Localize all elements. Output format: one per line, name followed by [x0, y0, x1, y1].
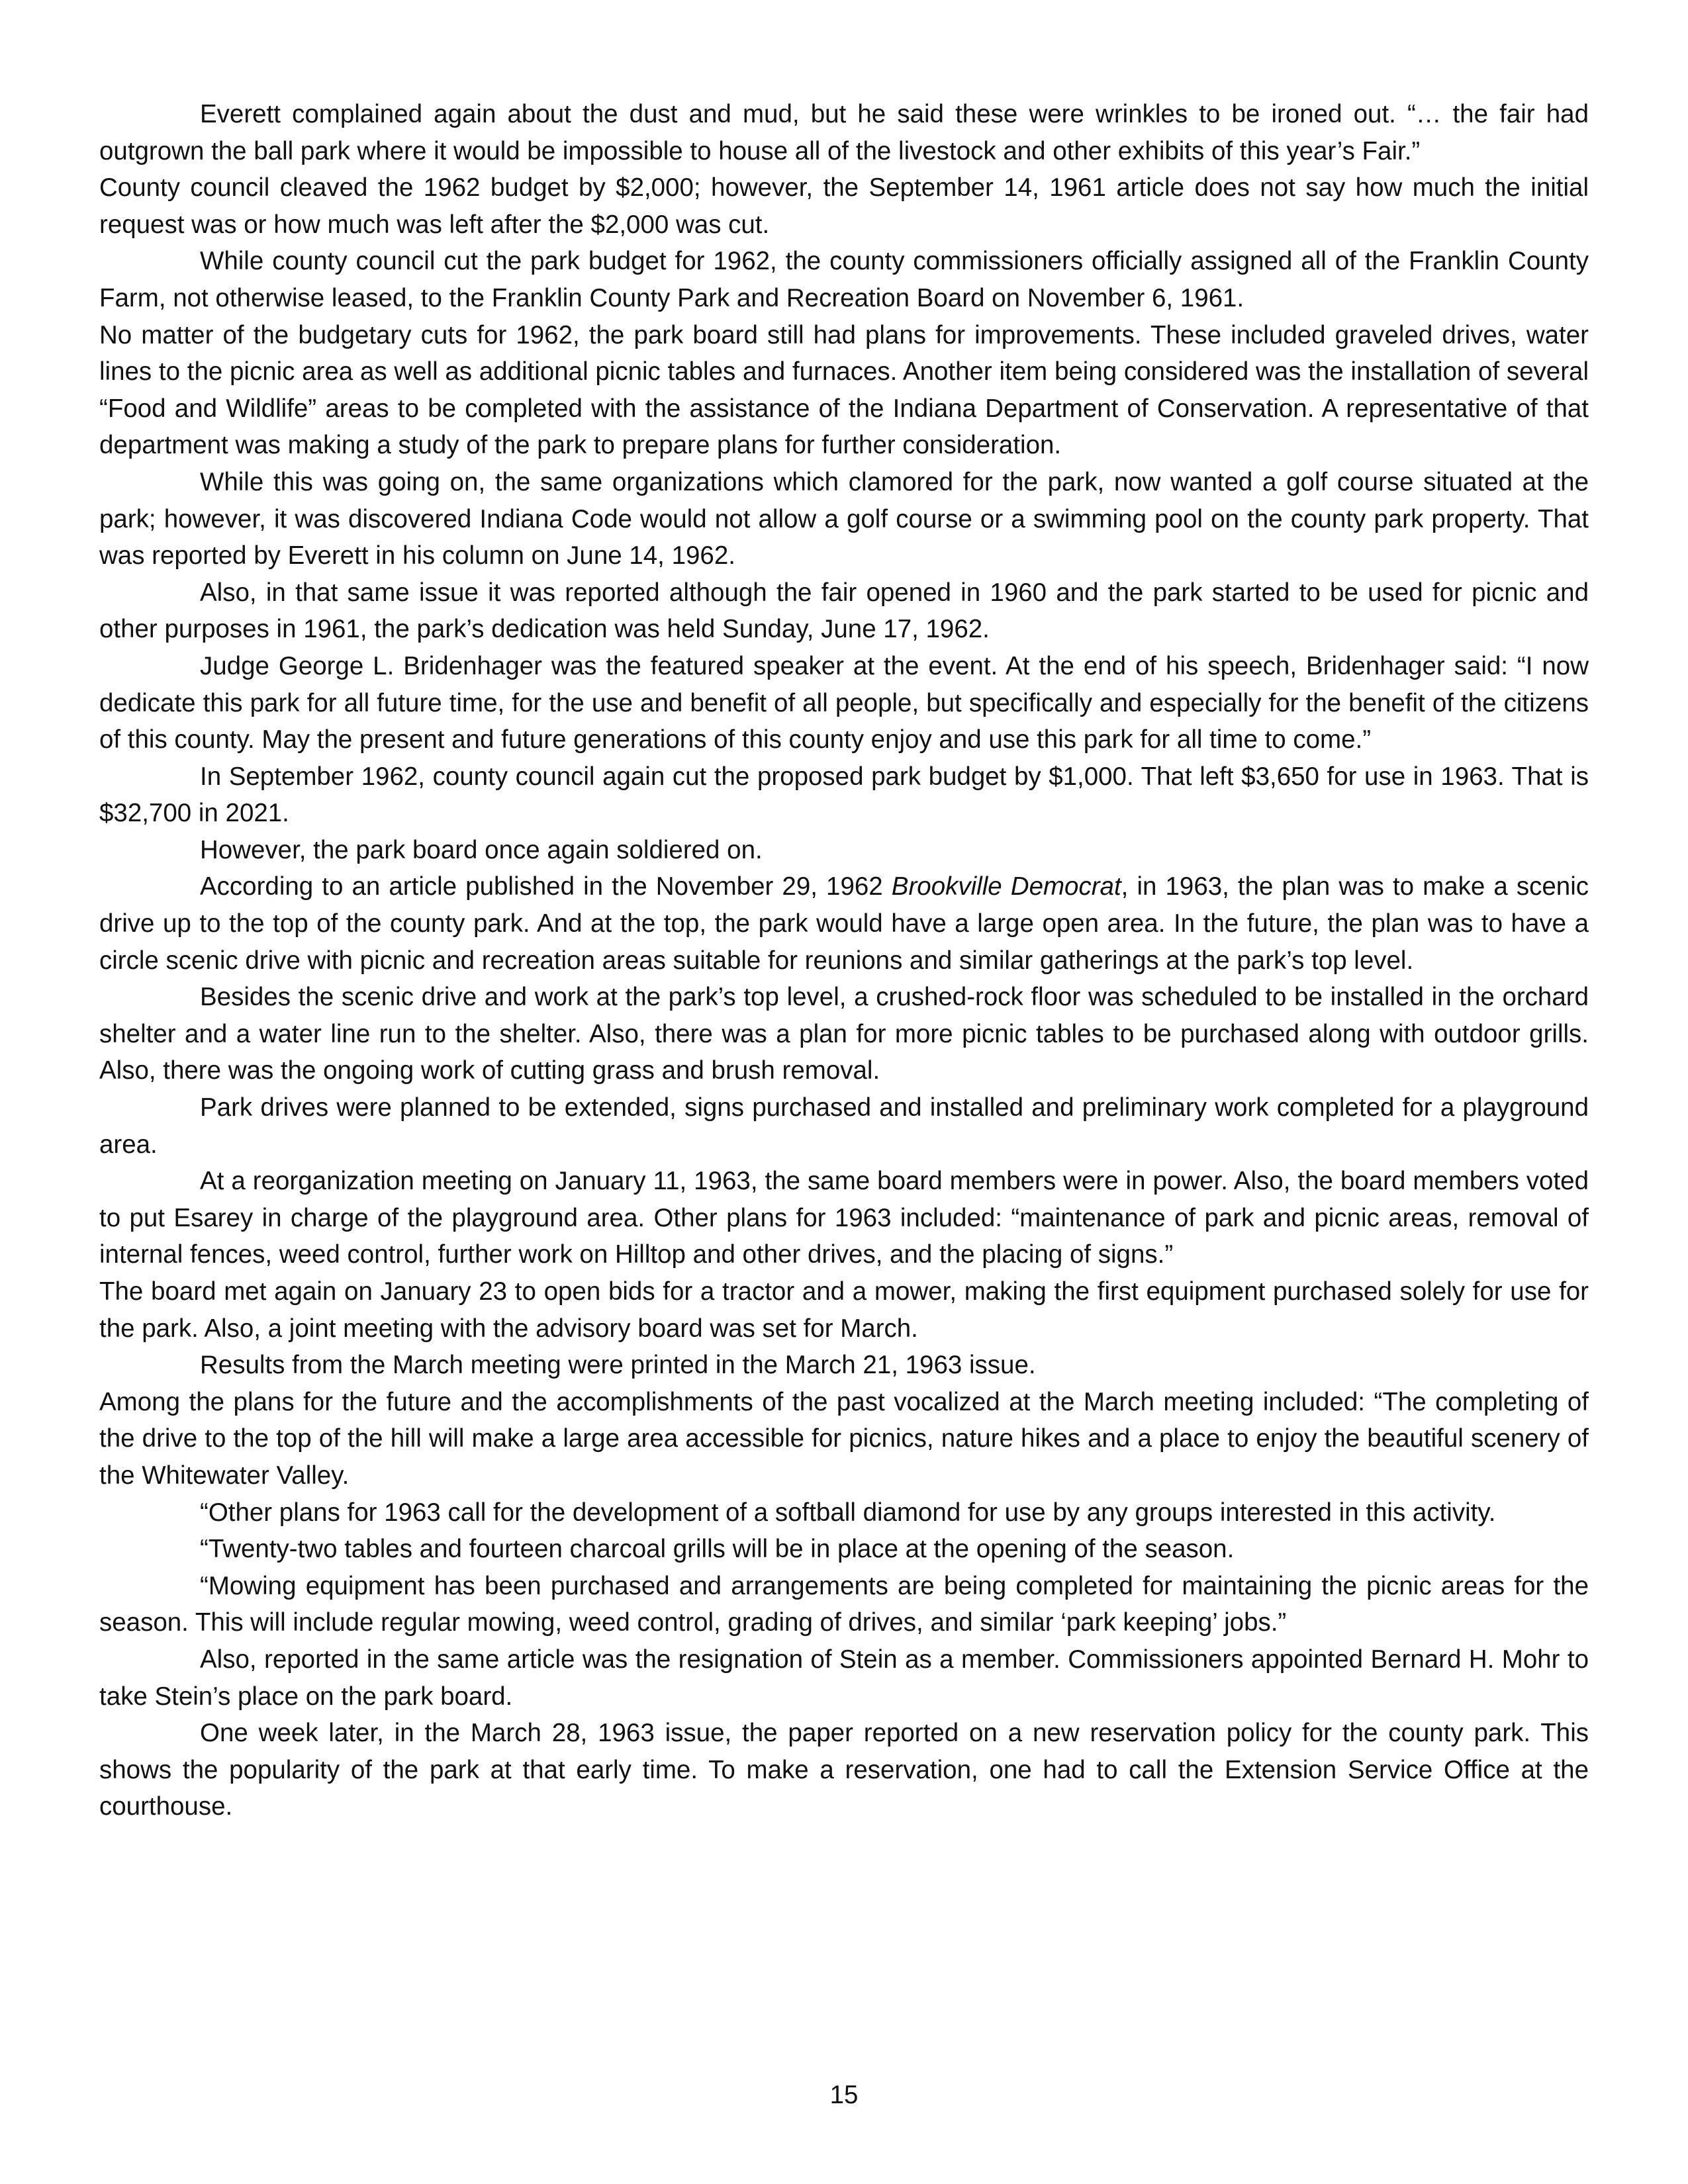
paragraph: “Other plans for 1963 call for the development of a softball diamond for use by any groups interested in this activity. — [200, 1498, 1496, 1527]
paragraph-text-before: According to an article published in the November 29, 1962 — [200, 872, 892, 901]
paragraph: Judge George L. Bridenhager was the featured speaker at the event. At the end of his speech, Bridenhager said: “I now dedicate this park for all future time, for the use and benefit of all people, but specifically and especially for the benefit of the citizens of this county. May the present and future generations of this county enjoy and use this park for all time to come.” — [99, 651, 1589, 754]
page-number: 15 — [829, 2081, 859, 2109]
paragraph: Besides the scenic drive and work at the park’s top level, a crushed-rock floor was scheduled to be installed in the orchard shelter and a water line run to the shelter. Also, there was a plan for more picnic tables to be purchased along with outdoor grills. Also, there was the ongoing work of cutting grass and brush removal. — [99, 983, 1589, 1085]
paragraph: “Twenty-two tables and fourteen charcoal grills will be in place at the opening of the season. — [200, 1535, 1235, 1564]
paragraph: Everett complained again about the dust and mud, but he said these were wrinkles to be ironed out. “… the fair had outgrown the ball park where it would be impossible to house all of the livestock and other exhibits of this year’s Fair.” — [99, 100, 1589, 165]
paragraph: While this was going on, the same organizations which clamored for the park, now wanted a golf course situated at the park; however, it was discovered Indiana Code would not allow a golf course or a swimming pool on the county park property. That was reported by Everett in his column on June 14, 1962. — [99, 467, 1589, 570]
paragraph: No matter of the budgetary cuts for 1962, the park board still had plans for improvements. These included graveled drives, water lines to the picnic area as well as additional picnic tables and furnaces. Another item being considered was the installation of several “Food and Wildlife” areas to be completed with the assistance of the Indiana Department of Conservation. A representative of that department was making a study of the park to prepare plans for further consideration. — [99, 320, 1589, 460]
paragraph: Results from the March meeting were printed in the March 21, 1963 issue. — [200, 1351, 1036, 1380]
paragraph: Also, in that same issue it was reported although the fair opened in 1960 and the park started to be used for picnic and other purposes in 1961, the park’s dedication was held Sunday, June 17, 1962. — [99, 578, 1589, 644]
paragraph-text-after: , in 1963, the plan was to make a scenic drive up to the top of the county park. And at the top, the park would have a large open area. In the future, the plan was to have a circle scenic drive with picnic and recreation areas suitable for reunions and similar gatherings at the park’s top level. — [99, 872, 1589, 975]
paragraph: At a reorganization meeting on January 11, 1963, the same board members were in power. Also, the board members voted to put Esarey in charge of the playground area. Other plans for 1963 included: “maintenance of park and picnic areas, removal of internal fences, weed control, further work on Hilltop and other drives, and the placing of signs.” — [99, 1167, 1589, 1269]
paragraph: Also, reported in the same article was the resignation of Stein as a member. Commissioners appointed Bernard H. Mohr to take Stein’s place on the park board. — [99, 1645, 1589, 1711]
paragraph — [99, 868, 1589, 979]
paragraph: While county council cut the park budget for 1962, the county commissioners officially assigned all of the Franklin County Farm, not otherwise leased, to the Franklin County Park and Recreation Board on November 6, 1961. — [99, 247, 1589, 312]
paragraph: “Mowing equipment has been purchased and arrangements are being completed for maintaining the picnic areas for the season. This will include regular mowing, weed control, grading of drives, and similar ‘park keeping’ jobs.” — [99, 1571, 1589, 1637]
document-body — [99, 96, 1589, 1825]
paragraph: In September 1962, county council again cut the proposed park budget by $1,000. That left $3,650 for use in 1963. That is $32,700 in 2021. — [99, 762, 1589, 828]
paragraph: However, the park board once again soldiered on. — [200, 835, 763, 864]
paragraph: County council cleaved the 1962 budget by $2,000; however, the September 14, 1961 article does not say how much the initial request was or how much was left after the $2,000 was cut. — [99, 173, 1589, 239]
paragraph: One week later, in the March 28, 1963 issue, the paper reported on a new reservation policy for the county park. This shows the popularity of the park at that early time. To make a reservation, one had to call the Extension Service Office at the courthouse. — [99, 1719, 1589, 1821]
paragraph: Among the plans for the future and the accomplishments of the past vocalized at the March meeting included: “The completing of the drive to the top of the hill will make a large area accessible for picnics, nature hikes and a place to enjoy the beautiful scenery of the Whitewater Valley. — [99, 1387, 1589, 1490]
paragraph: Park drives were planned to be extended, signs purchased and installed and preliminary work completed for a playground area. — [99, 1093, 1589, 1159]
paragraph: The board met again on January 23 to open bids for a tractor and a mower, making the first equipment purchased solely for use for the park. Also, a joint meeting with the advisory board was set for March. — [99, 1277, 1589, 1343]
newspaper-title: Brookville Democrat — [891, 872, 1121, 901]
